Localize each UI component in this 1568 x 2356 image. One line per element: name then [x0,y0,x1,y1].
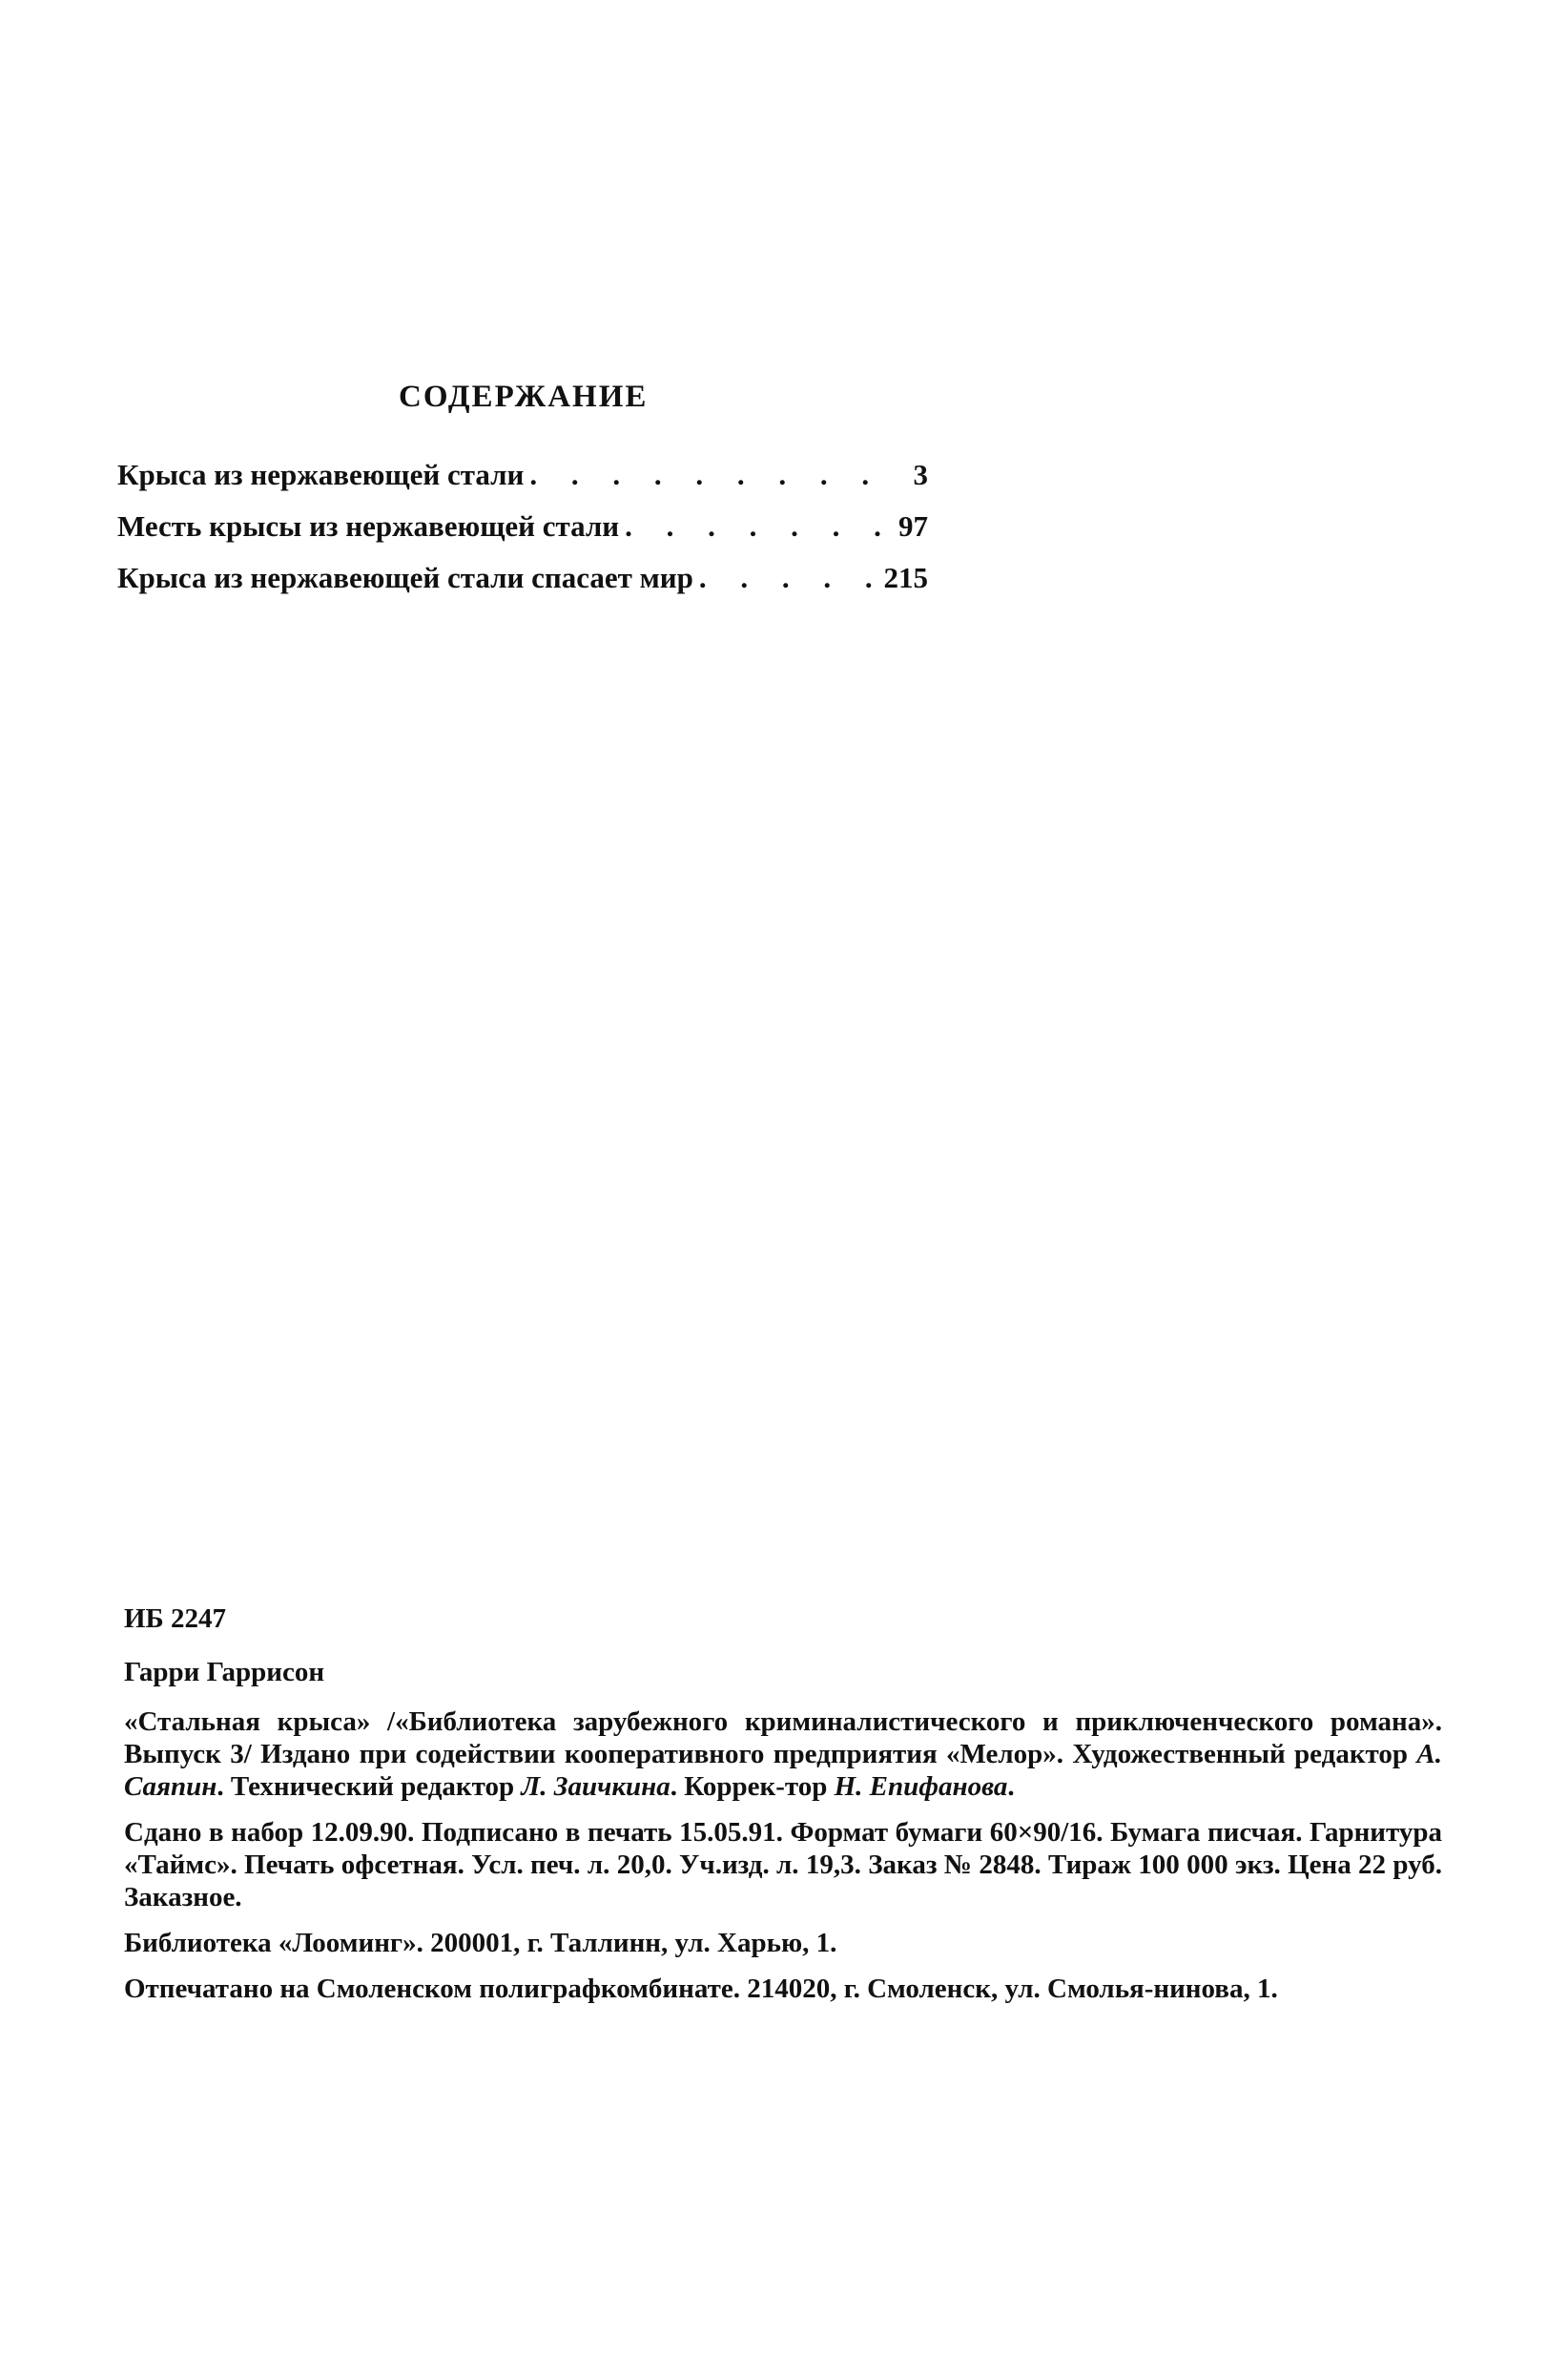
toc-leader-dots [619,509,884,544]
book-info [124,1705,1442,1803]
corrector-name: Н. Епифанова [834,1771,1008,1802]
toc-entry[interactable] [117,458,928,509]
imprint-block [124,1602,1442,2018]
book-info-text: . [1007,1771,1015,1802]
author-name: Гарри Гаррисон [124,1657,325,1687]
toc-entry[interactable] [117,561,928,612]
toc-entry-title: Месть крысы из нержавеющей стали [117,509,620,543]
toc-entry-page: 215 [883,561,928,594]
table-of-contents [117,458,928,612]
book-info-text: . Коррек-тор [670,1771,835,1802]
print-info: Сдано в набор 12.09.90. Подписано в печать 15.05.91. Формат бумаги 60×90/16. Бумага писчая. Гарнитура «Таймс». Печать офсетная. Усл. печ. л. 20,0. Уч.изд. л. 19,3. Заказ № 2848. Тираж 100 000 экз. Цена 22 руб. Заказное. [124,1817,1442,1912]
toc-entry[interactable] [117,509,928,561]
tech-editor-name: Л. Заичкина [521,1771,671,1802]
toc-leader-dots [524,458,884,492]
book-info-text: . Технический редактор [217,1771,522,1802]
publisher-info: Библиотека «Лооминг». 200001, г. Таллинн, ул. Харью, 1. [124,1928,837,1958]
toc-leader-dots [693,561,878,595]
art-editor-name: А. Саяпин [124,1739,1442,1802]
toc-entry-title: Крыса из нержавеющей стали спасает мир [117,561,693,594]
toc-entry-title: Крыса из нержавеющей стали [117,458,525,491]
toc-heading: СОДЕРЖАНИЕ [399,380,649,414]
toc-entry-page: 3 [913,458,928,491]
printer-info: Отпечатано на Смоленском полиграфкомбинате. 214020, г. Смоленск, ул. Смолья-нинова, 1. [124,1974,1278,2004]
ib-number: ИБ 2247 [124,1603,226,1634]
toc-entry-page: 97 [898,509,928,543]
book-info-text: «Стальная крыса» /«Библиотека зарубежного криминалистического и приключенческого романа». Выпуск 3/ Издано при содействии кооперативного предприятия «Мелор». Художественный редактор [124,1706,1442,1769]
